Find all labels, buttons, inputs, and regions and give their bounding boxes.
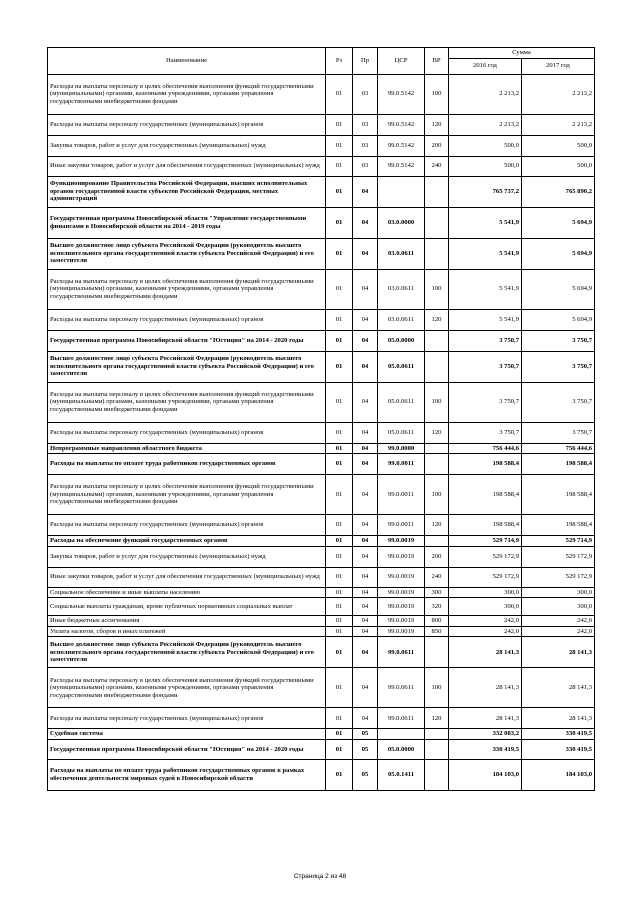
table-row xyxy=(48,135,595,156)
cell-amount-2017: 242,0 xyxy=(522,626,595,637)
cell-amount-2017: 2 213,2 xyxy=(522,74,595,114)
header-rz: Рз xyxy=(326,48,353,75)
page-number: Страница 2 из 48 xyxy=(293,873,347,880)
cell-amount-2017: 198 588,4 xyxy=(522,475,595,515)
cell-csr: 99.0.0011 xyxy=(378,454,425,475)
cell-pr: 04 xyxy=(353,587,378,598)
cell-rz: 01 xyxy=(326,626,353,637)
cell-amount-2016: 3 750,7 xyxy=(449,330,522,351)
table-row xyxy=(48,546,595,567)
cell-amount-2017: 500,0 xyxy=(522,135,595,156)
cell-vr: 240 xyxy=(425,567,449,587)
cell-rz: 01 xyxy=(326,515,353,536)
cell-amount-2017: 300,0 xyxy=(522,598,595,616)
cell-pr: 04 xyxy=(353,546,378,567)
table-body xyxy=(48,74,595,790)
cell-name: Расходы на выплаты персоналу государственных (муниципальных) органов xyxy=(48,515,326,536)
cell-name: Расходы на выплаты персоналу в целях обеспечения выполнения функций государственными (муниципальными) органами, казенными учреждениями, органами управления государственными внебюджетными фондами xyxy=(48,668,326,708)
cell-amount-2016: 28 141,3 xyxy=(449,668,522,708)
cell-pr: 04 xyxy=(353,351,378,382)
cell-pr: 04 xyxy=(353,309,378,330)
cell-amount-2017: 3 750,7 xyxy=(522,422,595,443)
cell-vr: 850 xyxy=(425,626,449,637)
cell-rz: 01 xyxy=(326,536,353,547)
cell-vr: 120 xyxy=(425,515,449,536)
cell-vr xyxy=(425,637,449,668)
cell-amount-2017: 28 141,3 xyxy=(522,708,595,729)
table-row xyxy=(48,443,595,454)
table-row xyxy=(48,567,595,587)
cell-pr: 04 xyxy=(353,637,378,668)
cell-vr: 100 xyxy=(425,74,449,114)
cell-amount-2017: 5 694,9 xyxy=(522,309,595,330)
cell-vr: 100 xyxy=(425,382,449,422)
table-row xyxy=(48,351,595,382)
cell-name: Уплата налогов, сборов и иных платежей xyxy=(48,626,326,637)
cell-pr: 04 xyxy=(353,454,378,475)
cell-amount-2017: 3 750,7 xyxy=(522,330,595,351)
cell-vr: 320 xyxy=(425,598,449,616)
cell-name: Расходы на выплаты персоналу государственных (муниципальных) органов xyxy=(48,422,326,443)
cell-pr: 05 xyxy=(353,760,378,791)
cell-vr: 200 xyxy=(425,135,449,156)
cell-csr: 05.0.0611 xyxy=(378,382,425,422)
cell-rz: 01 xyxy=(326,567,353,587)
cell-vr: 240 xyxy=(425,156,449,176)
cell-csr: 99.0.5142 xyxy=(378,74,425,114)
cell-amount-2016: 5 541,9 xyxy=(449,309,522,330)
cell-csr: 03.0.0611 xyxy=(378,269,425,309)
table-row xyxy=(48,207,595,238)
cell-csr: 05.0.0611 xyxy=(378,422,425,443)
cell-csr: 99.0.0611 xyxy=(378,708,425,729)
table-row xyxy=(48,536,595,547)
cell-amount-2017: 529 172,9 xyxy=(522,546,595,567)
cell-pr: 04 xyxy=(353,330,378,351)
header-vr: ВР xyxy=(425,48,449,75)
cell-amount-2017: 300,0 xyxy=(522,587,595,598)
cell-name: Функционирование Правительства Российской Федерации, высших исполнительных органов государственной власти субъектов Российской Федерации, местных администраций xyxy=(48,176,326,207)
cell-rz: 01 xyxy=(326,382,353,422)
table-row xyxy=(48,760,595,791)
cell-name: Социальные выплаты гражданам, кроме публичных нормативных социальных выплат xyxy=(48,598,326,616)
cell-rz: 01 xyxy=(326,598,353,616)
cell-name: Государственная программа Новосибирской области "Управление государственными финансами в Новосибирской области на 2014 - 2019 годы xyxy=(48,207,326,238)
cell-amount-2017: 529 172,9 xyxy=(522,567,595,587)
cell-rz: 01 xyxy=(326,740,353,760)
cell-name: Расходы на выплаты персоналу в целях обеспечения выполнения функций государственными (муниципальными) органами, казенными учреждениями, органами управления государственными внебюджетными фондами xyxy=(48,269,326,309)
cell-rz: 01 xyxy=(326,74,353,114)
cell-amount-2016: 198 588,4 xyxy=(449,454,522,475)
cell-vr: 120 xyxy=(425,114,449,135)
cell-csr: 99.0.0011 xyxy=(378,475,425,515)
cell-csr: 05.0.0000 xyxy=(378,330,425,351)
cell-amount-2016: 3 750,7 xyxy=(449,382,522,422)
table-row xyxy=(48,309,595,330)
cell-rz: 01 xyxy=(326,637,353,668)
cell-vr xyxy=(425,330,449,351)
cell-pr: 04 xyxy=(353,668,378,708)
cell-amount-2016: 529 172,9 xyxy=(449,546,522,567)
cell-pr: 05 xyxy=(353,740,378,760)
table-row xyxy=(48,382,595,422)
cell-amount-2016: 184 103,0 xyxy=(449,760,522,791)
cell-vr xyxy=(425,454,449,475)
table-row xyxy=(48,454,595,475)
cell-amount-2016: 330 419,5 xyxy=(449,740,522,760)
cell-amount-2016: 500,0 xyxy=(449,135,522,156)
table-row xyxy=(48,269,595,309)
cell-name: Расходы на выплаты персоналу государственных (муниципальных) органов xyxy=(48,309,326,330)
cell-pr: 03 xyxy=(353,114,378,135)
cell-amount-2017: 2 213,2 xyxy=(522,114,595,135)
cell-rz: 01 xyxy=(326,668,353,708)
cell-pr: 04 xyxy=(353,207,378,238)
cell-rz: 01 xyxy=(326,587,353,598)
header-pr: Пр xyxy=(353,48,378,75)
cell-amount-2016: 3 750,7 xyxy=(449,422,522,443)
cell-name: Закупка товаров, работ и услуг для государственных (муниципальных) нужд xyxy=(48,135,326,156)
cell-name: Закупка товаров, работ и услуг для государственных (муниципальных) нужд xyxy=(48,546,326,567)
table-row xyxy=(48,114,595,135)
cell-amount-2016: 28 141,3 xyxy=(449,637,522,668)
table-row xyxy=(48,740,595,760)
cell-csr: 99.0.0019 xyxy=(378,567,425,587)
table-row xyxy=(48,475,595,515)
cell-pr: 04 xyxy=(353,176,378,207)
cell-amount-2017: 28 141,3 xyxy=(522,637,595,668)
cell-amount-2017: 5 694,9 xyxy=(522,269,595,309)
table-row xyxy=(48,176,595,207)
cell-csr: 03.0.0611 xyxy=(378,238,425,269)
table-row xyxy=(48,238,595,269)
cell-pr: 04 xyxy=(353,475,378,515)
table-row xyxy=(48,587,595,598)
table-row xyxy=(48,330,595,351)
cell-vr xyxy=(425,443,449,454)
cell-amount-2016: 756 444,6 xyxy=(449,443,522,454)
cell-name: Высшее должностное лицо субъекта Российской Федерации (руководитель высшего исполнительного органа государственной власти субъекта Российской Федерации) и его заместители xyxy=(48,637,326,668)
cell-csr xyxy=(378,729,425,740)
cell-csr: 99.0.0611 xyxy=(378,637,425,668)
cell-pr: 03 xyxy=(353,156,378,176)
cell-amount-2016: 332 083,2 xyxy=(449,729,522,740)
cell-amount-2016: 242,0 xyxy=(449,616,522,627)
table-row xyxy=(48,626,595,637)
table-row xyxy=(48,637,595,668)
cell-csr: 99.0.0019 xyxy=(378,536,425,547)
cell-csr: 03.0.0000 xyxy=(378,207,425,238)
cell-amount-2017: 330 419,5 xyxy=(522,740,595,760)
cell-csr: 99.0.5142 xyxy=(378,156,425,176)
cell-rz: 01 xyxy=(326,546,353,567)
header-csr: ЦСР xyxy=(378,48,425,75)
cell-rz: 01 xyxy=(326,351,353,382)
cell-pr: 04 xyxy=(353,443,378,454)
cell-amount-2016: 5 541,9 xyxy=(449,238,522,269)
cell-amount-2017: 184 103,0 xyxy=(522,760,595,791)
cell-vr xyxy=(425,740,449,760)
cell-amount-2016: 5 541,9 xyxy=(449,269,522,309)
cell-csr: 99.0.0019 xyxy=(378,626,425,637)
cell-csr: 05.0.1411 xyxy=(378,760,425,791)
cell-vr: 100 xyxy=(425,475,449,515)
cell-rz: 01 xyxy=(326,422,353,443)
cell-name: Социальное обеспечение и иные выплаты населению xyxy=(48,587,326,598)
table-row xyxy=(48,74,595,114)
cell-rz: 01 xyxy=(326,729,353,740)
cell-rz: 01 xyxy=(326,760,353,791)
cell-pr: 04 xyxy=(353,382,378,422)
cell-vr: 300 xyxy=(425,587,449,598)
cell-amount-2016: 198 588,4 xyxy=(449,515,522,536)
cell-amount-2016: 500,0 xyxy=(449,156,522,176)
cell-name: Иные закупки товаров, работ и услуг для обеспечения государственных (муниципальных) нужд xyxy=(48,567,326,587)
cell-name: Государственная программа Новосибирской области "Юстиция" на 2014 - 2020 годы xyxy=(48,740,326,760)
cell-rz: 01 xyxy=(326,238,353,269)
table-row xyxy=(48,156,595,176)
cell-amount-2017: 5 694,9 xyxy=(522,207,595,238)
cell-pr: 03 xyxy=(353,135,378,156)
cell-pr: 04 xyxy=(353,616,378,627)
cell-rz: 01 xyxy=(326,135,353,156)
cell-amount-2017: 3 750,7 xyxy=(522,382,595,422)
cell-rz: 01 xyxy=(326,176,353,207)
cell-name: Расходы на обеспечение функций государственных органов xyxy=(48,536,326,547)
cell-name: Иные закупки товаров, работ и услуг для обеспечения государственных (муниципальных) нужд xyxy=(48,156,326,176)
cell-vr: 120 xyxy=(425,708,449,729)
cell-vr: 100 xyxy=(425,668,449,708)
table-row xyxy=(48,598,595,616)
table-row xyxy=(48,616,595,627)
cell-csr: 99.0.0011 xyxy=(378,515,425,536)
cell-rz: 01 xyxy=(326,443,353,454)
cell-name: Высшее должностное лицо субъекта Российской Федерации (руководитель высшего исполнительного органа государственной власти субъекта Российской Федерации) и его заместители xyxy=(48,351,326,382)
cell-csr: 99.0.0019 xyxy=(378,598,425,616)
cell-pr: 03 xyxy=(353,74,378,114)
cell-name: Расходы на выплаты персоналу в целях обеспечения выполнения функций государственными (муниципальными) органами, казенными учреждениями, органами управления государственными внебюджетными фондами xyxy=(48,382,326,422)
cell-amount-2016: 300,0 xyxy=(449,587,522,598)
cell-rz: 01 xyxy=(326,269,353,309)
cell-amount-2016: 2 213,2 xyxy=(449,114,522,135)
cell-amount-2016: 529 714,9 xyxy=(449,536,522,547)
cell-amount-2016: 5 541,9 xyxy=(449,207,522,238)
cell-csr: 99.0.0019 xyxy=(378,616,425,627)
cell-csr: 03.0.0611 xyxy=(378,309,425,330)
cell-csr: 99.0.5142 xyxy=(378,135,425,156)
cell-amount-2016: 3 750,7 xyxy=(449,351,522,382)
cell-amount-2016: 28 141,3 xyxy=(449,708,522,729)
cell-vr xyxy=(425,176,449,207)
table-header xyxy=(48,48,595,75)
header-year-2017: 2017 год xyxy=(522,58,595,74)
cell-csr: 99.0.0000 xyxy=(378,443,425,454)
cell-pr: 04 xyxy=(353,708,378,729)
cell-name: Судебная система xyxy=(48,729,326,740)
cell-vr: 120 xyxy=(425,422,449,443)
cell-rz: 01 xyxy=(326,207,353,238)
cell-pr: 04 xyxy=(353,269,378,309)
cell-amount-2017: 28 141,3 xyxy=(522,668,595,708)
cell-rz: 01 xyxy=(326,616,353,627)
cell-amount-2017: 756 444,6 xyxy=(522,443,595,454)
cell-name: Иные бюджетные ассигнования xyxy=(48,616,326,627)
cell-rz: 01 xyxy=(326,454,353,475)
cell-csr: 05.0.0611 xyxy=(378,351,425,382)
cell-name: Расходы на выплаты персоналу в целях обеспечения выполнения функций государственными (муниципальными) органами, казенными учреждениями, органами управления государственными внебюджетными фондами xyxy=(48,475,326,515)
cell-csr: 99.0.0019 xyxy=(378,546,425,567)
cell-csr: 99.0.0019 xyxy=(378,587,425,598)
cell-pr: 04 xyxy=(353,422,378,443)
cell-name: Расходы на выплаты по оплате труда работников государственных органов в рамках обеспечения деятельности мировых судей в Новосибирской области xyxy=(48,760,326,791)
cell-pr: 04 xyxy=(353,626,378,637)
cell-pr: 04 xyxy=(353,536,378,547)
table-row xyxy=(48,668,595,708)
cell-name: Расходы на выплаты персоналу в целях обеспечения выполнения функций государственными (муниципальными) органами, казенными учреждениями, органами управления государственными внебюджетными фондами xyxy=(48,74,326,114)
cell-amount-2017: 242,0 xyxy=(522,616,595,627)
cell-vr: 200 xyxy=(425,546,449,567)
cell-pr: 04 xyxy=(353,238,378,269)
cell-pr: 04 xyxy=(353,515,378,536)
cell-vr xyxy=(425,760,449,791)
cell-rz: 01 xyxy=(326,330,353,351)
cell-rz: 01 xyxy=(326,309,353,330)
cell-amount-2017: 198 588,4 xyxy=(522,515,595,536)
cell-csr: 05.0.0000 xyxy=(378,740,425,760)
header-year-2016: 2016 год xyxy=(449,58,522,74)
cell-csr xyxy=(378,176,425,207)
cell-pr: 05 xyxy=(353,729,378,740)
cell-vr: 800 xyxy=(425,616,449,627)
table-row xyxy=(48,515,595,536)
header-sum: Сумма xyxy=(449,48,595,59)
cell-vr xyxy=(425,536,449,547)
cell-amount-2017: 3 750,7 xyxy=(522,351,595,382)
cell-amount-2016: 198 588,4 xyxy=(449,475,522,515)
cell-name: Расходы на выплаты по оплате труда работников государственных органов xyxy=(48,454,326,475)
cell-name: Высшее должностное лицо субъекта Российской Федерации (руководитель высшего исполнительного органа государственной власти субъекта Российской Федерации) и его заместители xyxy=(48,238,326,269)
cell-amount-2016: 2 213,2 xyxy=(449,74,522,114)
table-row xyxy=(48,708,595,729)
cell-vr: 100 xyxy=(425,269,449,309)
cell-rz: 01 xyxy=(326,475,353,515)
cell-amount-2016: 300,0 xyxy=(449,598,522,616)
cell-vr xyxy=(425,238,449,269)
cell-csr: 99.0.0611 xyxy=(378,668,425,708)
cell-rz: 01 xyxy=(326,114,353,135)
cell-amount-2017: 198 588,4 xyxy=(522,454,595,475)
cell-amount-2016: 765 737,2 xyxy=(449,176,522,207)
cell-name: Государственная программа Новосибирской области "Юстиция" на 2014 - 2020 годы xyxy=(48,330,326,351)
cell-amount-2017: 500,0 xyxy=(522,156,595,176)
header-name: Наименование xyxy=(48,48,326,75)
cell-vr: 120 xyxy=(425,309,449,330)
cell-amount-2016: 529 172,9 xyxy=(449,567,522,587)
cell-pr: 04 xyxy=(353,567,378,587)
cell-amount-2017: 765 890,2 xyxy=(522,176,595,207)
cell-vr xyxy=(425,207,449,238)
cell-amount-2017: 330 419,5 xyxy=(522,729,595,740)
cell-name: Расходы на выплаты персоналу государственных (муниципальных) органов xyxy=(48,708,326,729)
table-row xyxy=(48,729,595,740)
budget-table xyxy=(47,47,595,791)
table-row xyxy=(48,422,595,443)
cell-rz: 01 xyxy=(326,156,353,176)
cell-name: Непрограммные направления областного бюджета xyxy=(48,443,326,454)
cell-csr: 99.0.5142 xyxy=(378,114,425,135)
cell-name: Расходы на выплаты персоналу государственных (муниципальных) органов xyxy=(48,114,326,135)
cell-amount-2017: 5 694,9 xyxy=(522,238,595,269)
cell-vr xyxy=(425,351,449,382)
cell-pr: 04 xyxy=(353,598,378,616)
cell-vr xyxy=(425,729,449,740)
cell-amount-2016: 242,0 xyxy=(449,626,522,637)
cell-rz: 01 xyxy=(326,708,353,729)
cell-amount-2017: 529 714,9 xyxy=(522,536,595,547)
